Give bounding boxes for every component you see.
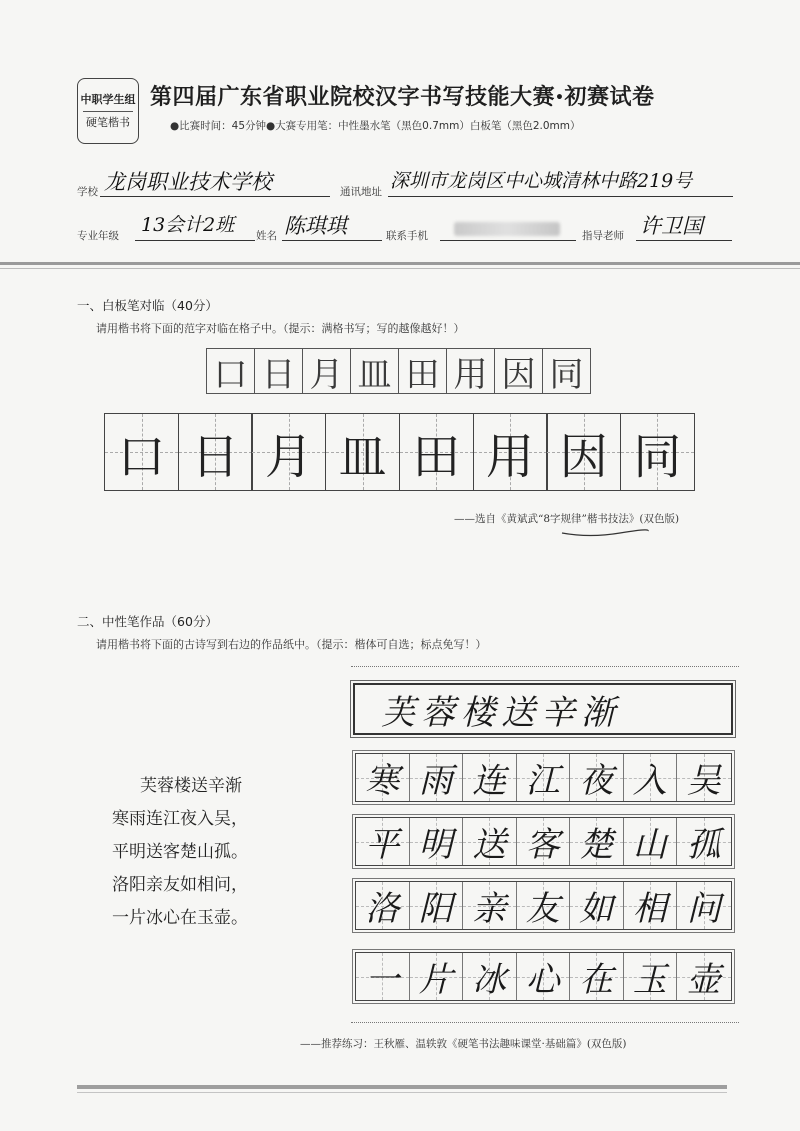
page-title bbox=[150, 80, 654, 111]
model-char: 同 bbox=[542, 348, 591, 394]
work-cell bbox=[463, 953, 517, 1000]
practice-cell[interactable] bbox=[620, 413, 695, 491]
work-char: 友 bbox=[525, 889, 560, 929]
work-char: 吴 bbox=[686, 761, 721, 801]
teacher-value: 许卫国 bbox=[640, 214, 703, 238]
badge-divider bbox=[83, 111, 133, 112]
work-cell bbox=[570, 953, 624, 1000]
address-field[interactable] bbox=[388, 168, 733, 197]
group-badge bbox=[77, 78, 139, 144]
model-char: 口 bbox=[206, 348, 255, 394]
practice-grid bbox=[104, 413, 694, 491]
work-cell bbox=[677, 882, 731, 929]
practice-cell[interactable] bbox=[473, 413, 548, 491]
work-char: 送 bbox=[472, 825, 507, 865]
work-cell bbox=[570, 882, 624, 929]
work-char: 寒 bbox=[365, 761, 400, 801]
section1-instruction: 请用楷书将下面的范字对临在格子中。（提示：满格书写；写的越像越好！） bbox=[96, 322, 465, 335]
school-field[interactable] bbox=[100, 168, 330, 197]
poem-line: 寒雨连江夜入吴， bbox=[112, 809, 248, 829]
work-char: 问 bbox=[686, 889, 721, 929]
class-value: 13会计2班 bbox=[141, 214, 235, 236]
title-dot: • bbox=[555, 90, 565, 106]
work-char: 江 bbox=[525, 761, 560, 801]
class-field[interactable] bbox=[135, 212, 255, 241]
work-cell bbox=[463, 882, 517, 929]
written-char: 田 bbox=[412, 428, 461, 485]
name-value: 陈琪琪 bbox=[284, 214, 347, 238]
name-field[interactable] bbox=[282, 212, 382, 241]
work-char: 亲 bbox=[472, 889, 507, 929]
work-cell bbox=[517, 882, 571, 929]
written-char: 因 bbox=[559, 428, 608, 485]
work-cell bbox=[356, 754, 410, 801]
school-value: 龙岗职业技术学校 bbox=[104, 170, 272, 194]
title-main: 第四届广东省职业院校汉字书写技能大赛 bbox=[150, 85, 556, 110]
class-label: 专业年级 bbox=[77, 230, 119, 242]
work-char: 夜 bbox=[579, 761, 614, 801]
header-divider bbox=[0, 262, 800, 265]
section1-heading: 一、白板笔对临（40分） bbox=[77, 298, 218, 313]
work-cell bbox=[410, 882, 464, 929]
work-cell bbox=[570, 818, 624, 865]
work-row[interactable] bbox=[355, 753, 732, 802]
work-char: 玉 bbox=[632, 960, 667, 1000]
model-characters bbox=[206, 348, 590, 394]
work-row[interactable] bbox=[355, 881, 732, 930]
work-char: 在 bbox=[579, 960, 614, 1000]
footer-divider bbox=[77, 1085, 727, 1089]
work-char: 雨 bbox=[418, 761, 453, 801]
work-paper-edge-bottom bbox=[351, 1022, 739, 1023]
model-char: 月 bbox=[302, 348, 351, 394]
work-cell bbox=[410, 818, 464, 865]
work-cell bbox=[517, 953, 571, 1000]
practice-cell[interactable] bbox=[251, 413, 326, 491]
work-char: 明 bbox=[418, 825, 453, 865]
badge-group-label: 中职学生组 bbox=[80, 92, 136, 106]
work-cell bbox=[410, 953, 464, 1000]
work-char: 连 bbox=[472, 761, 507, 801]
address-value: 深圳市龙岗区中心城清林中路219号 bbox=[390, 170, 693, 192]
written-char: 皿 bbox=[338, 428, 387, 485]
work-char: 冰 bbox=[472, 960, 507, 1000]
model-char: 皿 bbox=[350, 348, 399, 394]
work-cell bbox=[463, 754, 517, 801]
work-char: 壶 bbox=[686, 960, 721, 1000]
poem-line: 一片冰心在玉壶。 bbox=[112, 908, 248, 928]
section2-heading: 二、中性笔作品（60分） bbox=[77, 614, 218, 629]
work-char: 相 bbox=[632, 889, 667, 929]
badge-category-label: 硬笔楷书 bbox=[86, 115, 130, 129]
work-cell bbox=[517, 754, 571, 801]
work-char: 洛 bbox=[365, 889, 400, 929]
work-char: 客 bbox=[525, 825, 560, 865]
handwritten-underline bbox=[560, 527, 650, 539]
work-char: 如 bbox=[579, 889, 614, 929]
title-suffix: 初赛试卷 bbox=[564, 85, 655, 110]
footer-divider-thin bbox=[77, 1092, 727, 1093]
model-char: 日 bbox=[254, 348, 303, 394]
work-char: 楚 bbox=[579, 825, 614, 865]
work-cell bbox=[624, 754, 678, 801]
work-char: 心 bbox=[525, 960, 560, 1000]
practice-cell[interactable] bbox=[104, 413, 179, 491]
work-title-box[interactable]: 芙蓉楼送辛渐 bbox=[353, 683, 733, 735]
work-cell bbox=[570, 754, 624, 801]
work-char: 孤 bbox=[686, 825, 721, 865]
work-cell bbox=[517, 818, 571, 865]
work-cell bbox=[677, 953, 731, 1000]
written-char: 日 bbox=[191, 428, 240, 485]
name-label: 姓名 bbox=[256, 230, 277, 242]
work-cell bbox=[356, 882, 410, 929]
practice-cell[interactable] bbox=[546, 413, 621, 491]
work-char: 一 bbox=[365, 960, 400, 1000]
teacher-label: 指导老师 bbox=[582, 230, 624, 242]
section1-source: ——选自《黄斌武“8字规律”楷书技法》(双色版) bbox=[454, 513, 680, 525]
work-cell bbox=[624, 818, 678, 865]
school-label: 学校 bbox=[77, 186, 98, 198]
written-char: 月 bbox=[264, 428, 313, 485]
poem-line: 平明送客楚山孤。 bbox=[112, 842, 248, 862]
work-char: 山 bbox=[632, 825, 667, 865]
work-cell bbox=[677, 754, 731, 801]
work-cell bbox=[410, 754, 464, 801]
teacher-field[interactable] bbox=[636, 212, 732, 241]
work-cell bbox=[624, 953, 678, 1000]
work-row[interactable] bbox=[355, 817, 732, 866]
phone-field[interactable] bbox=[440, 212, 576, 241]
model-char: 用 bbox=[446, 348, 495, 394]
work-char: 片 bbox=[418, 960, 453, 1000]
work-char: 平 bbox=[365, 825, 400, 865]
poem-line: 洛阳亲友如相问， bbox=[112, 875, 248, 895]
exam-rules: ●比赛时间：45分钟●大赛专用笔：中性墨水笔（黑色0.7mm）白板笔（黑色2.0mm） bbox=[170, 120, 581, 132]
work-cell bbox=[356, 818, 410, 865]
work-row[interactable] bbox=[355, 952, 732, 1001]
work-char: 阳 bbox=[418, 889, 453, 929]
phone-redaction bbox=[454, 222, 560, 236]
model-char: 田 bbox=[398, 348, 447, 394]
practice-cell[interactable] bbox=[178, 413, 253, 491]
header-divider-thin bbox=[0, 268, 800, 269]
address-label: 通讯地址 bbox=[340, 186, 382, 198]
work-paper-edge bbox=[351, 666, 739, 667]
phone-label: 联系手机 bbox=[386, 230, 428, 242]
work-char: 入 bbox=[632, 761, 667, 801]
work-cell bbox=[677, 818, 731, 865]
section2-instruction: 请用楷书将下面的古诗写到右边的作品纸中。（提示：楷体可自选；标点免写！） bbox=[96, 638, 487, 651]
poem-text bbox=[112, 770, 248, 935]
model-char: 因 bbox=[494, 348, 543, 394]
poem-title: 芙蓉楼送辛渐 bbox=[140, 776, 242, 796]
practice-cell[interactable] bbox=[399, 413, 474, 491]
work-cell bbox=[356, 953, 410, 1000]
work-cell bbox=[624, 882, 678, 929]
practice-cell[interactable] bbox=[325, 413, 400, 491]
written-char: 用 bbox=[486, 428, 535, 485]
recommend-note: ——推荐练习：王秋雁、温轶敦《硬笔书法趣味课堂·基础篇》(双色版) bbox=[300, 1038, 627, 1050]
written-char: 口 bbox=[117, 428, 166, 485]
written-char: 同 bbox=[633, 428, 682, 485]
work-cell bbox=[463, 818, 517, 865]
